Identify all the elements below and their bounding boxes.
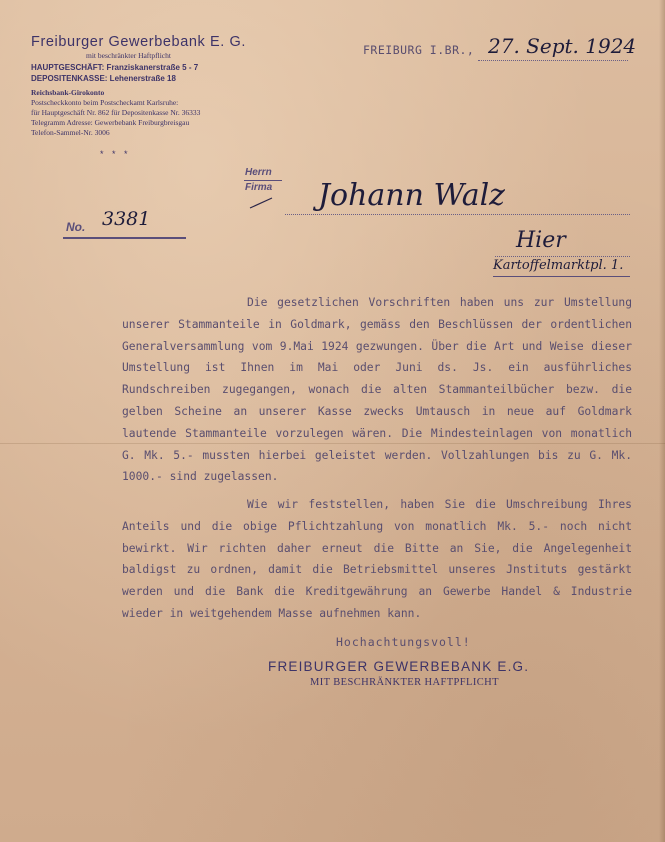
recipient-street-line xyxy=(493,276,630,277)
recipient-city: Hier xyxy=(516,228,566,253)
recipient-city-line xyxy=(495,256,630,257)
letterhead-addresses xyxy=(31,62,198,84)
dateline-date: 27. Sept. 1924 xyxy=(488,34,637,58)
reference-label: No. xyxy=(66,220,86,234)
signature-liability: MIT BESCHRÄNKTER HAFTPFLICHT xyxy=(310,677,499,688)
letterhead-liability: mit beschränkter Haftpflicht xyxy=(86,51,171,60)
date-underline xyxy=(478,60,628,61)
label-herrn: Herrn xyxy=(245,167,272,178)
recipient-name-line xyxy=(285,214,630,215)
label-firma: Firma xyxy=(245,182,273,193)
closing-salutation: Hochachtungsvoll! xyxy=(336,635,471,649)
dateline-city: FREIBURG I.BR., xyxy=(363,43,475,57)
letterhead-bank-name: Freiburger Gewerbebank E. G. xyxy=(31,34,247,50)
signature-bank-name: FREIBURGER GEWERBEBANK E.G. xyxy=(268,659,530,674)
letterhead-bank-details xyxy=(31,88,256,138)
recipient-name: Johann Walz xyxy=(318,178,505,213)
postscheck-line: Postscheckkonto beim Postscheckamt Karlsruhe: xyxy=(31,98,179,107)
letterhead-stars: * * * xyxy=(100,149,131,159)
phone-line: Telefon-Sammel-Nr. 3006 xyxy=(31,128,110,137)
body-paragraph-2: Wie wir feststellen, haben Sie die Umschreibung Ihres Anteils und die obige Pflichtzahlung von monatlich Mk. 5.- noch nicht bewirkt. Wir richten daher erneut die Bitte an Sie, die Angelegenheit baldigst zu ordnen, damit die Betriebsmittel unseres Jnstituts gestärkt werden und die Bank die Kreditgewährung an Gewerbe Handel & Industrie wieder in weitgehendem Masse aufnehmen kann. xyxy=(122,498,632,620)
deposit-office-address: DEPOSITENKASSE: Lehenerstraße 18 xyxy=(31,74,176,83)
reference-underline xyxy=(63,237,186,239)
main-office-address: HAUPTGESCHÄFT: Franziskanerstraße 5 - 7 xyxy=(31,63,199,72)
firma-strike-mark xyxy=(248,196,274,210)
recipient-street: Kartoffelmarktpl. 1. xyxy=(493,258,624,273)
telegram-line: Telegramm Adresse: Gewerbebank Freiburgbreisgau xyxy=(31,118,190,127)
reference-number: 3381 xyxy=(102,208,151,230)
body-paragraph-1: Die gesetzlichen Vorschriften haben uns zur Umstellung unserer Stammanteile in Goldmark, gemäss den Beschlüssen der ordentlichen Generalversammlung vom 9.Mai 1924 gezwungen. Über die Art und Weise dieser Umstellung ist Ihnen im Mai oder Juni ds. Js. ein ausführliches Rundschreiben zugegangen, wonach die alten Stammanteilbücher bezw. die gelben Scheine an unserer Kasse zwecks Umtausch in neue auf Goldmark lautende Stammanteile vorzulegen wären. Die Mindesteinlagen von monatlich G. Mk. 5.- mussten hierbei geleistet werden. Vollzahlungen bis zu G. Mk. 1000.- sind zugelassen. xyxy=(122,296,632,484)
accounts-line: für Hauptgeschäft Nr. 862 für Depositenkasse Nr. 36333 xyxy=(31,108,201,117)
reichsbank-line: Reichsbank-Girokonto xyxy=(31,88,105,97)
herrn-firma-divider xyxy=(244,180,282,181)
paper-edge-shadow xyxy=(659,0,665,842)
